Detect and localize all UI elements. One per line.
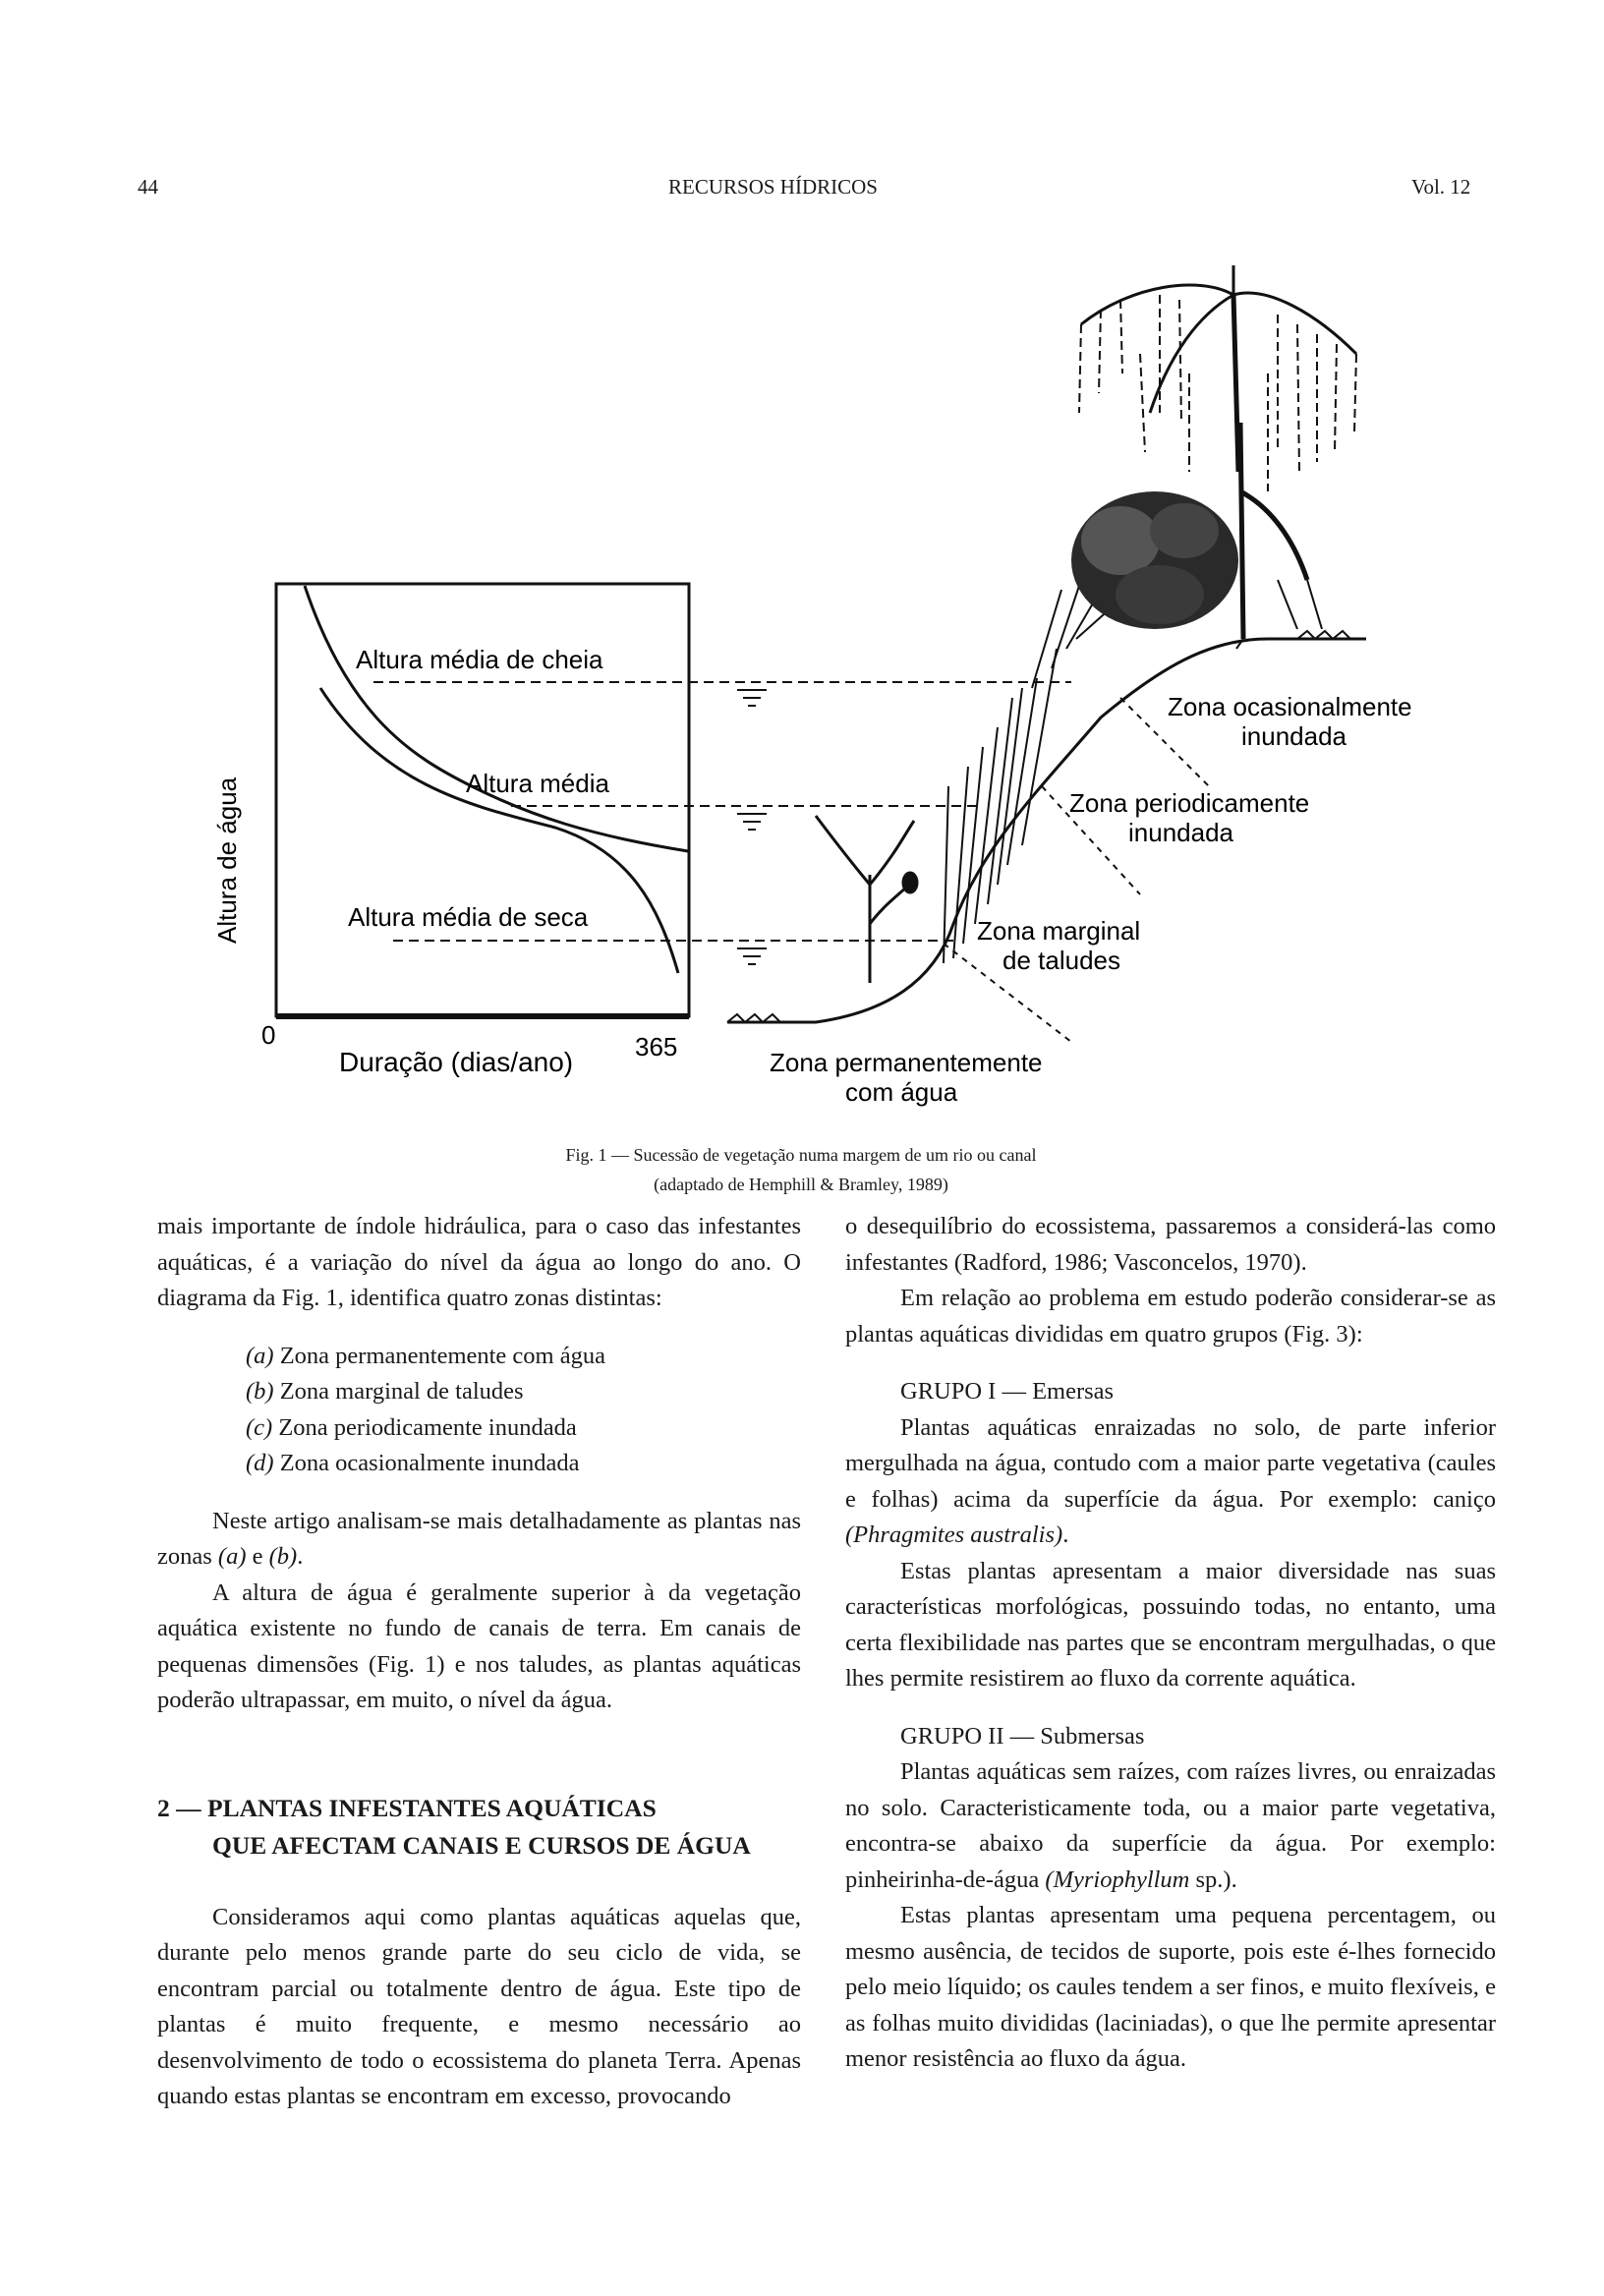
- reeds-illustration: [944, 580, 1120, 963]
- list-item: (c) Zona periodicamente inundada: [246, 1413, 577, 1441]
- paragraph: mais importante de índole hidráulica, para o caso das infestantes aquáticas, é a variação do nível da água ao longo do ano. O diagrama da Fig. 1, identifica quatro zonas distintas:: [157, 1213, 801, 1311]
- list-item: (a) Zona permanentemente com água: [246, 1342, 605, 1369]
- flood-level-label: Altura média de cheia: [356, 645, 603, 674]
- zone-periodic-label-2: inundada: [1128, 818, 1233, 847]
- figure-caption-source: (adaptado de Hemphill & Bramley, 1989): [654, 1175, 948, 1194]
- mean-level-label: Altura média: [466, 769, 609, 798]
- journal-title: RECURSOS HÍDRICOS: [668, 175, 878, 199]
- zone-permanent-label-2: com água: [845, 1077, 958, 1107]
- group-heading: GRUPO II — Submersas: [900, 1722, 1145, 1750]
- zone-list: [246, 1339, 801, 1482]
- submerged-plant-illustration: [816, 816, 917, 983]
- right-column: [845, 1209, 1496, 2078]
- paragraph: Em relação ao problema em estudo poderão considerar-se as plantas aquáticas divididas em quatro grupos (Fig. 3):: [845, 1285, 1496, 1348]
- left-column: [157, 1209, 801, 2115]
- zone-periodic-label: Zona periodicamente: [1069, 788, 1310, 818]
- section-heading-line2: QUE AFECTAM CANAIS E CURSOS DE ÁGUA: [212, 1830, 751, 1860]
- page-number: 44: [138, 175, 158, 199]
- x-axis-end: 365: [635, 1032, 678, 1062]
- paragraph: Consideramos aqui como plantas aquáticas aquelas que, durante pelo menos grande parte do seu ciclo de vida, se encontram parcial ou totalmente dentro de água. Este tipo de plantas é muito frequente, e mesmo necessário ao desenvolvimento de todo o ecossistema do planeta Terra. Apenas quando estas plantas se encontram em excesso, provocando: [157, 1903, 801, 2109]
- paragraph: Plantas aquáticas enraizadas no solo, de parte inferior mergulhada na água, contudo com a maior parte vegetativa (caules e folhas) acima da superfície da água. Por exemplo: caniço (Phragmites australis).: [845, 1413, 1496, 1548]
- list-item: (b) Zona marginal de taludes: [246, 1378, 524, 1405]
- paragraph: Plantas aquáticas sem raízes, com raízes livres, ou enraizadas no solo. Caracteristicamente toda, ou a maior parte vegetativa, encontra-se abaixo da superfície da água. Por exemplo: pinheirinha-de-água (Myriophyllum sp.).: [845, 1758, 1496, 1893]
- volume-label: Vol. 12: [1411, 175, 1471, 199]
- paragraph: o desequilíbrio do ecossistema, passaremos a considerá-las como infestantes (Radford, 1986; Vasconcelos, 1970).: [845, 1213, 1496, 1276]
- water-level-symbol: [737, 690, 767, 964]
- dry-level-label: Altura média de seca: [348, 902, 589, 932]
- zone-permanent-label: Zona permanentemente: [770, 1048, 1043, 1077]
- paragraph: A altura de água é geralmente superior à da vegetação aquática existente no fundo de canais de terra. Em canais de pequenas dimensões (Fig. 1) e nos taludes, as plantas aquáticas poderão ultrapassar, em muito, o nível da água.: [157, 1578, 801, 1713]
- paragraph: Neste artigo analisam-se mais detalhadamente as plantas nas zonas (a) e (b).: [157, 1507, 801, 1570]
- group-heading: GRUPO I — Emersas: [900, 1378, 1115, 1405]
- zone-marginal-label: Zona marginal: [977, 916, 1141, 946]
- zone-marginal-label-2: de taludes: [1002, 946, 1120, 975]
- paragraph: Estas plantas apresentam a maior diversidade nas suas características morfológicas, possuindo todas, no entanto, uma certa flexibilidade nas partes que se encontram mergulhadas, o que lhes permite resistirem ao fluxo da corrente aquática.: [845, 1557, 1496, 1692]
- list-item: (d) Zona ocasionalmente inundada: [246, 1450, 580, 1476]
- zone-occasional-label: Zona ocasionalmente: [1168, 692, 1412, 721]
- section-heading: 2 — PLANTAS INFESTANTES AQUÁTICAS: [157, 1793, 657, 1822]
- shrub-illustration: [1071, 491, 1238, 629]
- x-axis-origin: 0: [261, 1020, 276, 1050]
- figure-caption: Fig. 1 — Sucessão de vegetação numa margem de um rio ou canal: [565, 1145, 1037, 1165]
- y-axis-label: Altura de água: [212, 776, 242, 944]
- paragraph: Estas plantas apresentam uma pequena percentagem, ou mesmo ausência, de tecidos de suporte, pois este é-lhes fornecido pelo meio líquido; os caules tendem a ser finos, e muito flexíveis, e as folhas muito divididas (laciniadas), o que lhe permite apresentar menor resistência ao fluxo da água.: [845, 1902, 1496, 2072]
- zone-occasional-label-2: inundada: [1241, 721, 1346, 751]
- x-axis-label: Duração (dias/ano): [339, 1047, 574, 1077]
